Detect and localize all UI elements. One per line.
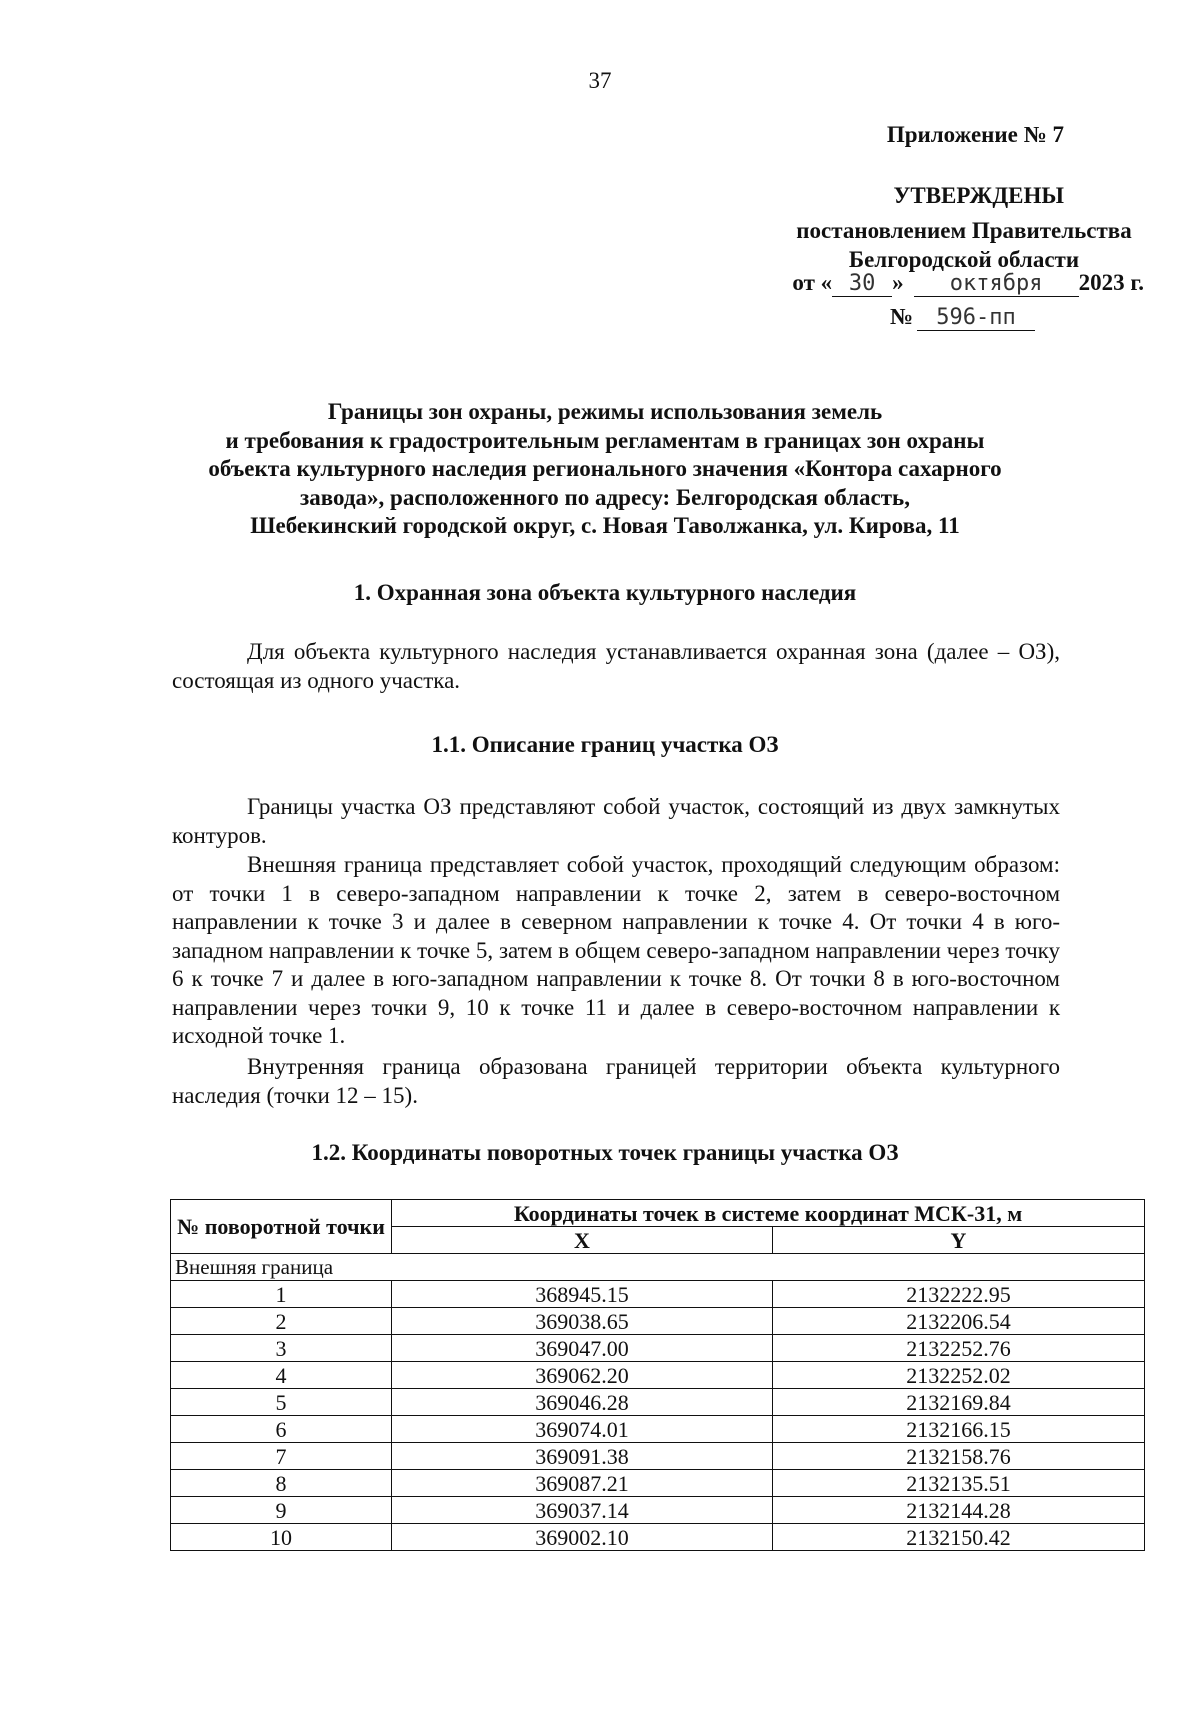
point-number-cell: 1 [171,1281,392,1308]
date-day: 30 [832,271,892,297]
x-coordinate-cell: 369002.10 [392,1524,773,1551]
section-1-1-para-3: Внутренняя граница образована границей территории объекта культурного наследия (точки 12 – 15). [172,1054,1060,1108]
approved-by-line-2: Белгородской области [848,247,1080,272]
y-coordinate-cell: 2132150.42 [773,1524,1145,1551]
section-1-2-heading: 1.2. Координаты поворотных точек границы участка ОЗ [311,1140,899,1165]
y-coordinate-cell: 2132135.51 [773,1470,1145,1497]
x-coordinate-cell: 368945.15 [392,1281,773,1308]
x-coordinate-cell: 369087.21 [392,1470,773,1497]
title-line-3: объекта культурного наследия регионального значения «Контора сахарного [208,456,1002,481]
table-row [171,1389,1145,1416]
section-1-1-heading: 1.1. Описание границ участка ОЗ [431,732,779,757]
table-row [171,1281,1145,1308]
y-coordinate-cell: 2132252.02 [773,1362,1145,1389]
y-coordinate-cell: 2132158.76 [773,1443,1145,1470]
approval-date [792,270,1144,297]
point-number-cell: 9 [171,1497,392,1524]
table-row [171,1308,1145,1335]
header-point-number: № поворотной точки [171,1200,392,1254]
y-coordinate-cell: 2132252.76 [773,1335,1145,1362]
date-year: 2023 г. [1078,270,1144,295]
approved-by [784,216,1144,274]
table-row [171,1470,1145,1497]
point-number-cell: 4 [171,1362,392,1389]
point-number-cell: 3 [171,1335,392,1362]
group-row-outer-boundary: Внешняя граница [171,1254,1145,1281]
x-coordinate-cell: 369038.65 [392,1308,773,1335]
x-coordinate-cell: 369037.14 [392,1497,773,1524]
title-line-5: Шебекинский городской округ, с. Новая Таволжанка, ул. Кирова, 11 [250,513,960,538]
table-row [171,1524,1145,1551]
page-number: 37 [588,68,612,93]
y-coordinate-cell: 2132206.54 [773,1308,1145,1335]
section-1-heading: 1. Охранная зона объекта культурного наследия [353,580,857,605]
point-number-cell: 7 [171,1443,392,1470]
point-number-cell: 8 [171,1470,392,1497]
table-row [171,1362,1145,1389]
title-line-1: Границы зон охраны, режимы использования земель [327,399,883,424]
section-1-1-para-2: Внешняя граница представляет собой участок, проходящий следующим образом: от точки 1 в северо-западном направлении к точке 2, затем в северо-восточном направлении к точке 3 и далее в северном направлении к точке 4. От точки 4 в юго-западном направлении к точке 5, затем в общем северо-западном направлении через точку 6 к точке 7 и далее в юго-западном направлении к точке 8. От точки 8 в юго-восточном направлении через точки 9, 10 к точке 11 и далее в северо-восточном направлении к исходной точке 1. [172,852,1060,1048]
x-coordinate-cell: 369091.38 [392,1443,773,1470]
point-number-cell: 5 [171,1389,392,1416]
header-x: X [392,1227,773,1254]
number-value: 596-пп [917,305,1035,331]
point-number-cell: 10 [171,1524,392,1551]
x-coordinate-cell: 369062.20 [392,1362,773,1389]
x-coordinate-cell: 369046.28 [392,1389,773,1416]
number-prefix: № [889,304,913,329]
header-coordinates: Координаты точек в системе координат МСК-31, м [392,1200,1145,1227]
approval-number [890,304,1035,331]
date-mid: » [892,270,904,295]
x-coordinate-cell: 369074.01 [392,1416,773,1443]
title-line-2: и требования к градостроительным регламентам в границах зон охраны [225,427,985,453]
header-y: Y [773,1227,1145,1254]
section-1-text: Для объекта культурного наследия устанавливается охранная зона (далее – ОЗ), состоящая из одного участка. [172,639,1060,693]
x-coordinate-cell: 369047.00 [392,1335,773,1362]
y-coordinate-cell: 2132222.95 [773,1281,1145,1308]
table-row [171,1497,1145,1524]
table-row [171,1335,1145,1362]
coordinates-table [170,1199,1145,1551]
document-title [150,398,1060,541]
y-coordinate-cell: 2132169.84 [773,1389,1145,1416]
appendix-label: Приложение № 7 [886,122,1064,147]
point-number-cell: 2 [171,1308,392,1335]
date-prefix: от « [792,270,833,295]
date-month: октября [914,271,1079,297]
title-line-4: завода», расположенного по адресу: Белгородская область, [300,484,910,510]
approved-by-line-1: постановлением Правительства [796,218,1132,243]
y-coordinate-cell: 2132144.28 [773,1497,1145,1524]
point-number-cell: 6 [171,1416,392,1443]
y-coordinate-cell: 2132166.15 [773,1416,1145,1443]
section-1-1-para-1: Границы участка ОЗ представляют собой участок, состоящий из двух замкнутых контуров. [172,794,1060,848]
table-row [171,1416,1145,1443]
approved-heading: УТВЕРЖДЕНЫ [893,183,1064,208]
table-row [171,1443,1145,1470]
